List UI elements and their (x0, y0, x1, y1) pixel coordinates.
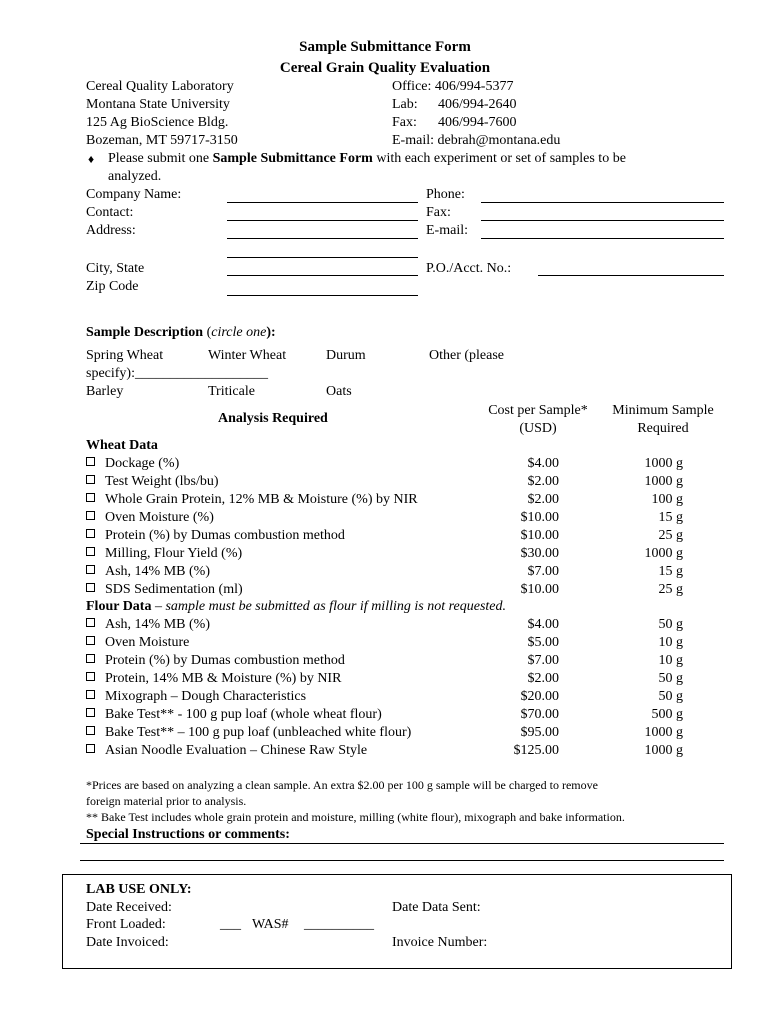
analysis-cost: $4.00 (527, 617, 559, 632)
analysis-row (86, 616, 706, 634)
option-durum[interactable]: Durum (326, 348, 366, 363)
analysis-cost: $2.00 (527, 474, 559, 489)
email-contact: E-mail: debrah@montana.edu (392, 133, 561, 148)
invoice-number-label: Invoice Number: (392, 935, 488, 950)
lab-city: Bozeman, MT 59717-3150 (86, 133, 238, 148)
company-name-field[interactable] (227, 202, 418, 203)
zip-code-label: Zip Code (86, 279, 139, 294)
checkbox[interactable] (86, 457, 95, 466)
lab-building: 125 Ag BioScience Bldg. (86, 115, 229, 130)
address-label: Address: (86, 223, 136, 238)
analysis-min-sample: 10 g (658, 653, 683, 668)
cost-header: Cost per Sample* (488, 403, 588, 418)
analysis-name: Milling, Flour Yield (%) (105, 546, 243, 561)
analysis-min-sample: 1000 g (644, 725, 683, 740)
date-invoiced-label: Date Invoiced: (86, 935, 169, 950)
option-oats[interactable]: Oats (326, 384, 352, 399)
lab-use-title: LAB USE ONLY: (86, 882, 192, 897)
analysis-name: Oven Moisture (%) (105, 510, 214, 525)
price-footnote-line2: foreign material prior to analysis. (86, 794, 247, 808)
form-title: Sample Submittance Form (299, 39, 471, 55)
diamond-bullet-icon: ♦ (88, 152, 95, 166)
analysis-cost: $2.00 (527, 671, 559, 686)
lab-phone-label: Lab: (392, 97, 418, 112)
date-data-sent-label: Date Data Sent: (392, 900, 481, 915)
analysis-cost: $4.00 (527, 456, 559, 471)
analysis-row (86, 509, 706, 527)
analysis-name: Ash, 14% MB (%) (105, 617, 210, 632)
po-field[interactable] (538, 275, 724, 276)
min-sample-header: Minimum Sample (612, 403, 714, 418)
analysis-name: Ash, 14% MB (%) (105, 564, 210, 579)
analysis-cost: $5.00 (527, 635, 559, 650)
analysis-min-sample: 15 g (658, 510, 683, 525)
address-field[interactable] (227, 238, 418, 239)
date-received-label: Date Received: (86, 900, 172, 915)
flour-data-heading: Flour Data – sample must be submitted as flour if milling is not requested. (86, 599, 506, 614)
checkbox[interactable] (86, 744, 95, 753)
email-field[interactable] (481, 238, 724, 239)
option-other[interactable]: Other (please (429, 348, 505, 363)
analysis-cost: $7.00 (527, 564, 559, 579)
fax-number: 406/994-7600 (438, 115, 517, 130)
analysis-min-sample: 1000 g (644, 474, 683, 489)
form-subtitle: Cereal Grain Quality Evaluation (279, 60, 491, 76)
analysis-min-sample: 1000 g (644, 456, 683, 471)
analysis-min-sample: 25 g (658, 528, 683, 543)
wheat-data-heading: Wheat Data (86, 438, 158, 453)
analysis-name: Whole Grain Protein, 12% MB & Moisture (%) by NIR (105, 492, 418, 507)
analysis-row (86, 581, 706, 599)
analysis-cost: $2.00 (527, 492, 559, 507)
phone-field[interactable] (481, 202, 724, 203)
analysis-name: Bake Test** – 100 g pup loaf (unbleached white flour) (105, 725, 412, 740)
analysis-min-sample: 50 g (658, 689, 683, 704)
other-specify-field[interactable]: specify):___________________ (86, 366, 268, 381)
analysis-name: Protein, 14% MB & Moisture (%) by NIR (105, 671, 342, 686)
zip-code-field[interactable] (227, 295, 418, 296)
lab-university: Montana State University (86, 97, 230, 112)
contact-field[interactable] (227, 220, 418, 221)
analysis-row (86, 455, 706, 473)
analysis-row (86, 706, 706, 724)
analysis-name: Protein (%) by Dumas combustion method (105, 528, 345, 543)
special-instructions-label: Special Instructions or comments: (86, 827, 290, 842)
analysis-row (86, 670, 706, 688)
contact-label: Contact: (86, 205, 134, 220)
checkbox[interactable] (86, 565, 95, 574)
checkbox[interactable] (86, 654, 95, 663)
analysis-row (86, 724, 706, 742)
address-field-line2[interactable] (227, 257, 418, 258)
was-field[interactable]: __________ (304, 917, 374, 932)
analysis-row (86, 652, 706, 670)
analysis-name: Test Weight (lbs/bu) (105, 474, 219, 489)
special-instructions-line2[interactable] (80, 860, 724, 861)
analysis-name: Oven Moisture (105, 635, 190, 650)
office-phone: Office: 406/994-5377 (392, 79, 514, 94)
analysis-cost: $95.00 (520, 725, 559, 740)
analysis-row (86, 545, 706, 563)
analysis-min-sample: 50 g (658, 671, 683, 686)
option-barley[interactable]: Barley (86, 384, 124, 399)
analysis-row (86, 563, 706, 581)
analysis-name: Asian Noodle Evaluation – Chinese Raw Style (105, 743, 368, 758)
checkbox[interactable] (86, 583, 95, 592)
analysis-cost: $7.00 (527, 653, 559, 668)
bake-test-footnote: ** Bake Test includes whole grain protein and moisture, milling (white flour), mixograph and bake information. (86, 810, 625, 824)
checkbox[interactable] (86, 529, 95, 538)
analysis-required-heading: Analysis Required (218, 411, 328, 426)
was-label: WAS# (252, 917, 289, 932)
checkbox[interactable] (86, 547, 95, 556)
checkbox[interactable] (86, 636, 95, 645)
phone-label: Phone: (426, 187, 465, 202)
checkbox[interactable] (86, 726, 95, 735)
analysis-min-sample: 1000 g (644, 546, 683, 561)
flour-analysis-list (86, 616, 706, 760)
fax-field-label: Fax: (426, 205, 451, 220)
analysis-name: Bake Test** - 100 g pup loaf (whole wheat flour) (105, 707, 382, 722)
checkbox[interactable] (86, 493, 95, 502)
lab-phone-number: 406/994-2640 (438, 97, 517, 112)
sample-description-heading: Sample Description (circle one): (86, 325, 276, 340)
analysis-name: Protein (%) by Dumas combustion method (105, 653, 345, 668)
checkbox[interactable] (86, 690, 95, 699)
checkbox[interactable] (86, 618, 95, 627)
analysis-name: Mixograph – Dough Characteristics (105, 689, 307, 704)
min-sample-header-line2: Required (637, 421, 689, 436)
analysis-row (86, 742, 706, 760)
front-loaded-label: Front Loaded: (86, 917, 166, 932)
front-loaded-field[interactable]: ___ (220, 917, 241, 932)
cost-header-unit: (USD) (519, 421, 557, 436)
analysis-cost: $70.00 (520, 707, 559, 722)
analysis-name: SDS Sedimentation (ml) (105, 582, 243, 597)
email-field-label: E-mail: (426, 223, 468, 238)
analysis-cost: $30.00 (520, 546, 559, 561)
city-state-label: City, State (86, 261, 145, 276)
analysis-name: Dockage (%) (105, 456, 180, 471)
analysis-row (86, 491, 706, 509)
analysis-row (86, 527, 706, 545)
analysis-min-sample: 100 g (651, 492, 683, 507)
analysis-min-sample: 500 g (651, 707, 683, 722)
checkbox[interactable] (86, 672, 95, 681)
analysis-cost: $10.00 (520, 510, 559, 525)
price-footnote: *Prices are based on analyzing a clean sample. An extra $2.00 per 100 g sample will be charged to remove (86, 778, 598, 792)
lab-name: Cereal Quality Laboratory (86, 79, 234, 94)
analysis-row (86, 634, 706, 652)
analysis-min-sample: 15 g (658, 564, 683, 579)
option-triticale[interactable]: Triticale (208, 384, 255, 399)
wheat-analysis-list (86, 455, 706, 599)
special-instructions-line1[interactable] (80, 843, 724, 844)
analysis-min-sample: 1000 g (644, 743, 683, 758)
analysis-row (86, 473, 706, 491)
company-name-label: Company Name: (86, 187, 182, 202)
option-winter-wheat[interactable]: Winter Wheat (208, 348, 287, 363)
analysis-min-sample: 50 g (658, 617, 683, 632)
analysis-row (86, 688, 706, 706)
checkbox[interactable] (86, 708, 95, 717)
city-state-field[interactable] (227, 275, 418, 276)
instruction-text-line2: analyzed. (108, 169, 162, 184)
analysis-min-sample: 10 g (658, 635, 683, 650)
analysis-min-sample: 25 g (658, 582, 683, 597)
fax-label: Fax: (392, 115, 417, 130)
checkbox[interactable] (86, 511, 95, 520)
instruction-text: Please submit one Sample Submittance Form with each experiment or set of samples to be (108, 151, 626, 166)
analysis-cost: $125.00 (513, 743, 559, 758)
analysis-cost: $10.00 (520, 528, 559, 543)
analysis-cost: $20.00 (520, 689, 559, 704)
fax-field[interactable] (481, 220, 724, 221)
checkbox[interactable] (86, 475, 95, 484)
po-label: P.O./Acct. No.: (426, 261, 512, 276)
option-spring-wheat[interactable]: Spring Wheat (86, 348, 164, 363)
analysis-cost: $10.00 (520, 582, 559, 597)
